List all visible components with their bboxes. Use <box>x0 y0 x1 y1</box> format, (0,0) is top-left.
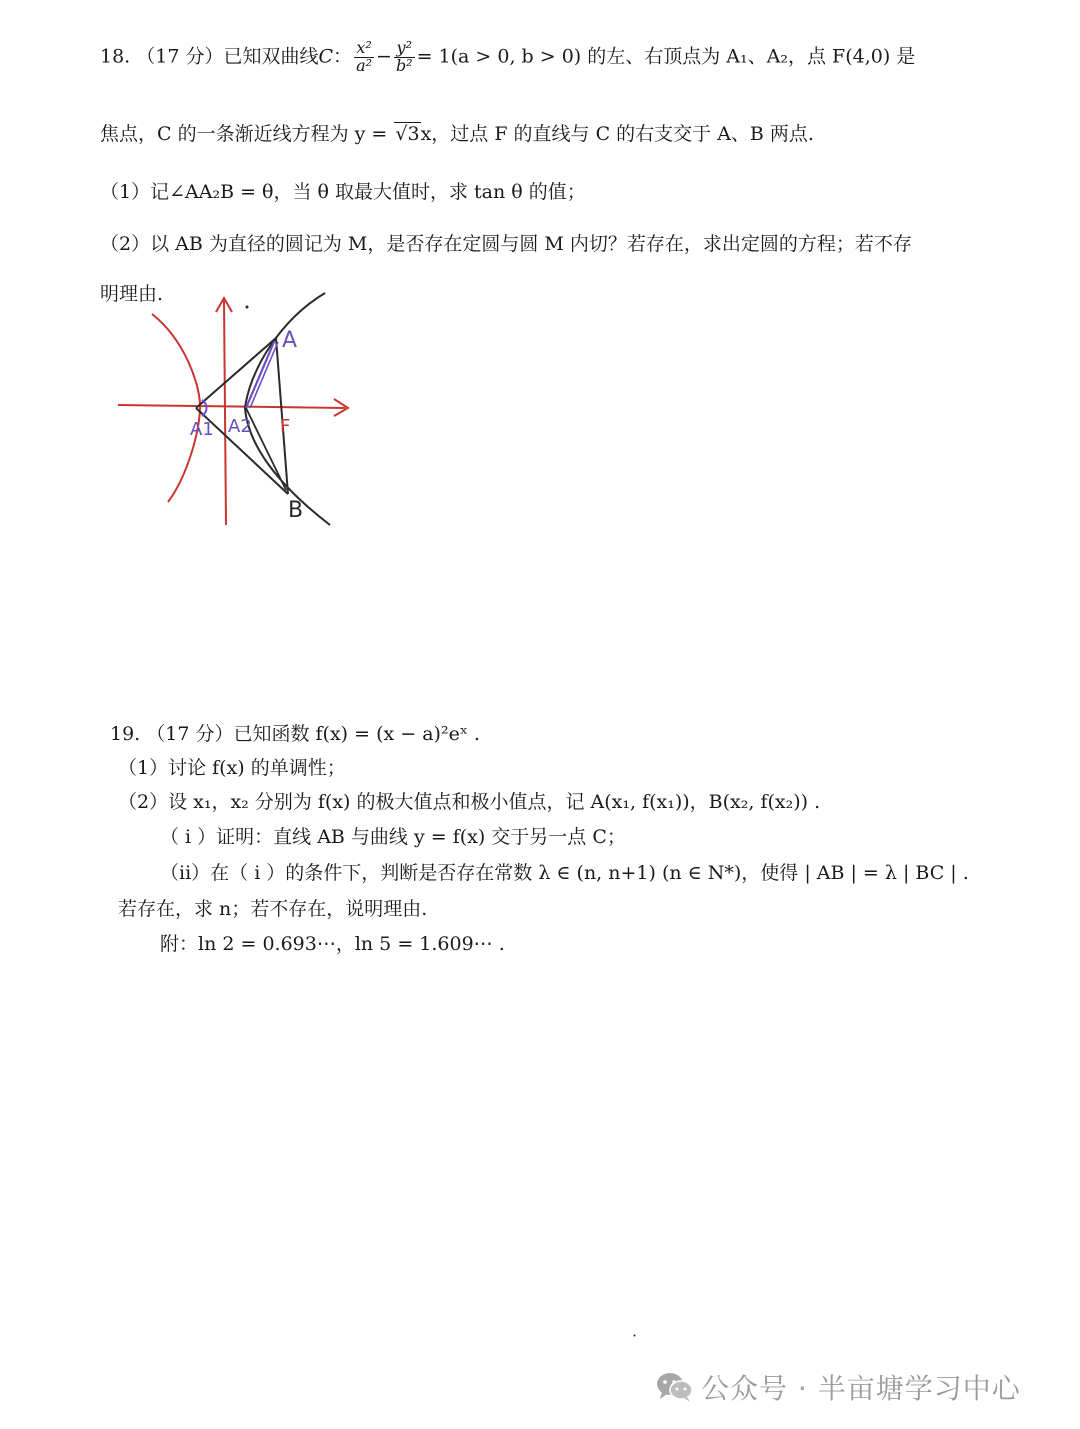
label-A2: A2 <box>228 416 252 437</box>
q18-minus: − <box>376 45 392 68</box>
q18-part1: （1）记∠AA₂B = θ，当 θ 取最大值时，求 tan θ 的值； <box>100 181 586 203</box>
hyperbola-sketch <box>100 280 360 530</box>
q18-part2-cont: 明理由. <box>100 283 164 305</box>
q18-colon: ： <box>333 45 353 68</box>
q18-fraction-y <box>394 40 415 75</box>
sketch-dot <box>246 306 249 309</box>
q19-part2-ii: （ii）在（ i ）的条件下，判断是否存在常数 λ ∈ (n, n+1) (n ∈ N*)，使得 | AB | = λ | BC | . <box>160 862 969 884</box>
q18-sqrt: √3 <box>395 123 420 145</box>
q18-frac2-den: b² <box>395 55 413 75</box>
label-B: B <box>288 498 304 523</box>
watermark <box>655 1367 1021 1407</box>
q19-number: 19. <box>110 723 141 745</box>
q19-points: （17 分） <box>146 723 234 745</box>
y-axis <box>224 300 226 525</box>
q18-frac1-num: x² <box>354 40 374 58</box>
q18-frac2-num: y² <box>394 40 415 58</box>
q18-intro: 已知双曲线 <box>223 45 319 68</box>
q19-intro: 已知函数 f(x) = (x − a)²eˣ . <box>233 723 480 745</box>
q18-eq-tail: = 1(a > 0, b > 0) <box>416 45 582 68</box>
q18-line1-rest: 的左、右顶点为 A₁、A₂，点 F(4,0) 是 <box>587 45 916 68</box>
q18-frac1-den: a² <box>356 55 373 75</box>
q19-appendix: 附：ln 2 = 0.693⋯，ln 5 = 1.609⋯ . <box>160 933 505 955</box>
q19-part2-ii-cont: 若存在，求 n；若不存在，说明理由. <box>118 898 428 920</box>
q18-line2-pre: 焦点，C 的一条渐近线方程为 y = <box>100 123 388 145</box>
x-axis <box>118 405 345 408</box>
q18-line1 <box>100 40 915 75</box>
q18-line2 <box>100 122 814 146</box>
label-A1: A1 <box>190 419 214 440</box>
q19-part2-i: （ i ）证明：直线 AB 与曲线 y = f(x) 交于另一点 C； <box>160 826 626 848</box>
q18-line2-post: x，过点 F 的直线与 C 的右支交于 A、B 两点. <box>420 123 814 145</box>
q18-curve-name: C <box>318 45 334 68</box>
q19-line1 <box>110 723 480 746</box>
label-A: A <box>282 328 298 353</box>
watermark-text: 公众号 · 半亩塘学习中心 <box>701 1372 1021 1405</box>
q18-fraction-x <box>354 40 374 75</box>
label-F: F <box>280 416 291 437</box>
q18-points: （17 分） <box>136 45 224 68</box>
stray-mark: · <box>632 1326 638 1345</box>
left-branch <box>152 314 200 502</box>
q18-number: 18. <box>100 45 131 68</box>
q19-part1: （1）讨论 f(x) 的单调性； <box>118 757 346 779</box>
q18-sqrt-arg: 3 <box>407 123 420 145</box>
q19-part2: （2）设 x₁，x₂ 分别为 f(x) 的极大值点和极小值点，记 A(x₁, f(x₁))，B(x₂, f(x₂)) . <box>118 791 821 813</box>
q18-part2: （2）以 AB 为直径的圆记为 M，是否存在定圆与圆 M 内切？若存在，求出定圆的方程；若不存 <box>100 233 912 255</box>
wechat-icon <box>655 1370 695 1404</box>
